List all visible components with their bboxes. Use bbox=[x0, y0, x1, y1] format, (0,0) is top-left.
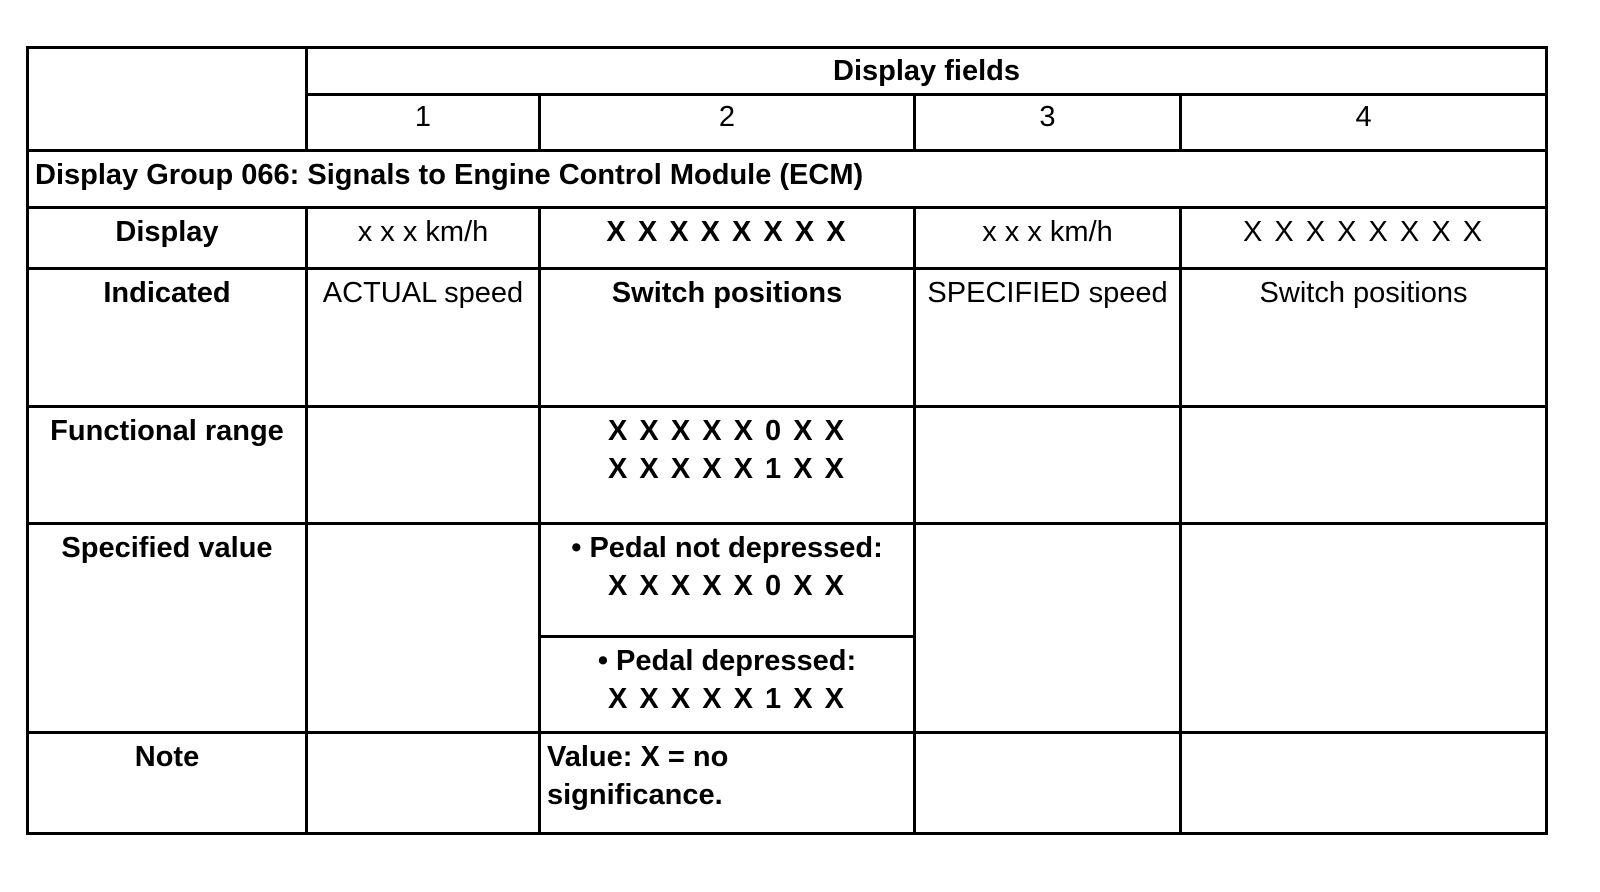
functional-range-field-1 bbox=[307, 407, 540, 524]
display-field-4: X X X X X X X X bbox=[1181, 208, 1547, 269]
functional-range-field-3 bbox=[915, 407, 1181, 524]
field-number-1: 1 bbox=[307, 95, 540, 151]
pedal-depressed-value: X X X X X 1 X X bbox=[608, 683, 846, 715]
note-line-2: significance. bbox=[547, 779, 723, 811]
indicated-field-4: Switch positions bbox=[1181, 269, 1547, 407]
note-line-1: Value: X = no bbox=[547, 741, 729, 773]
pedal-not-depressed-label: • Pedal not depressed: bbox=[571, 532, 883, 564]
specified-value-pedal-not-depressed bbox=[540, 524, 915, 637]
field-number-4: 4 bbox=[1181, 95, 1547, 151]
row-label-note: Note bbox=[28, 733, 307, 834]
display-fields-header: Display fields bbox=[307, 48, 1547, 95]
pedal-depressed-label: • Pedal depressed: bbox=[597, 645, 857, 677]
display-group-table bbox=[26, 46, 1548, 835]
indicated-field-2: Switch positions bbox=[540, 269, 915, 407]
header-corner-cell bbox=[28, 48, 307, 151]
display-field-2: X X X X X X X X bbox=[540, 208, 915, 269]
row-label-indicated: Indicated bbox=[28, 269, 307, 407]
row-label-functional-range: Functional range bbox=[28, 407, 307, 524]
display-field-3: x x x km/h bbox=[915, 208, 1181, 269]
field-number-3: 3 bbox=[915, 95, 1181, 151]
specified-value-field-1 bbox=[307, 524, 540, 733]
pedal-not-depressed-value: X X X X X 0 X X bbox=[608, 570, 846, 602]
specified-value-field-4 bbox=[1181, 524, 1547, 733]
field-number-2: 2 bbox=[540, 95, 915, 151]
display-field-1: x x x km/h bbox=[307, 208, 540, 269]
indicated-field-1: ACTUAL speed bbox=[307, 269, 540, 407]
note-field-4 bbox=[1181, 733, 1547, 834]
row-label-display: Display bbox=[28, 208, 307, 269]
functional-range-value-0: X X X X X 0 X X bbox=[608, 415, 846, 447]
specified-value-field-3 bbox=[915, 524, 1181, 733]
functional-range-field-4 bbox=[1181, 407, 1547, 524]
functional-range-value-1: X X X X X 1 X X bbox=[608, 453, 846, 485]
note-field-1 bbox=[307, 733, 540, 834]
indicated-field-3: SPECIFIED speed bbox=[915, 269, 1181, 407]
note-field-3 bbox=[915, 733, 1181, 834]
display-group-title: Display Group 066: Signals to Engine Control Module (ECM) bbox=[28, 151, 1547, 208]
functional-range-field-2 bbox=[540, 407, 915, 524]
row-label-specified-value: Specified value bbox=[28, 524, 307, 733]
note-field-2 bbox=[540, 733, 915, 834]
specified-value-pedal-depressed bbox=[540, 637, 915, 733]
